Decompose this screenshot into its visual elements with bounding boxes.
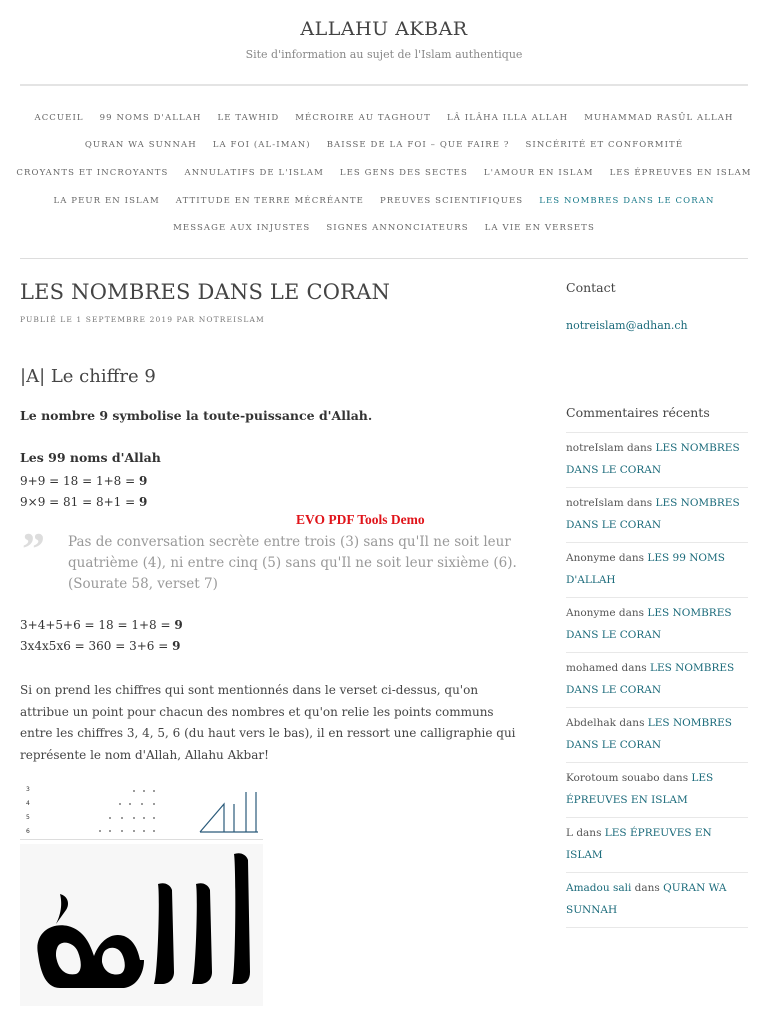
nav-item[interactable]: BAISSE DE LA FOI – QUE FAIRE ? — [326, 140, 510, 151]
comment-post-link[interactable]: LES ÉPREUVES EN ISLAM — [566, 827, 712, 861]
comment-author: L — [566, 827, 573, 839]
comment-item — [566, 763, 748, 818]
nav-divider — [20, 258, 748, 259]
comment-post-link[interactable]: LES NOMBRES DANS LE CORAN — [566, 662, 735, 696]
nav-item[interactable]: QURAN WA SUNNAH — [84, 140, 197, 151]
nav-row — [20, 132, 748, 160]
comment-post-link[interactable]: LES ÉPREUVES EN ISLAM — [566, 772, 714, 806]
header-divider — [20, 84, 748, 86]
comment-item — [566, 433, 748, 488]
equation-1: 9+9 = 18 = 1+8 = 9 — [20, 474, 148, 488]
dot-diagram — [20, 782, 263, 840]
nav-item[interactable]: LA VIE EN VERSETS — [484, 223, 595, 234]
nav-item[interactable]: ACCUEIL — [34, 112, 84, 123]
nav-item[interactable]: PREUVES SCIENTIFIQUES — [379, 195, 524, 206]
equation-2: 9×9 = 81 = 8+1 = 9 — [20, 495, 148, 509]
nav-item[interactable]: LES ÉPREUVES EN ISLAM — [609, 167, 752, 178]
nav-item[interactable]: SIGNES ANNONCIATEURS — [326, 223, 469, 234]
equation-3: 3+4+5+6 = 18 = 1+8 = 9 — [20, 618, 183, 632]
nav-item[interactable]: LA PEUR EN ISLAM — [53, 195, 160, 206]
explanation-paragraph: Si on prend les chiffres qui sont mentionnés dans le verset ci-dessus, qu'on attribue un point pour chacun des nombres et qu'on relie les points communs entre les chiffres 3, 4, 5, 6 (du haut vers le bas), il en ressort une calligraphie qui représente le nom d'Allah, Allahu Akbar! — [20, 683, 516, 762]
comment-author: notreIslam — [566, 442, 624, 454]
nav-item[interactable]: 99 NOMS D'ALLAH — [99, 112, 202, 123]
recent-comments-title: Commentaires récents — [566, 405, 710, 420]
row-number: 3 — [26, 786, 30, 793]
nav-item[interactable]: MUHAMMAD RASÛL ALLAH — [584, 112, 734, 123]
nav-item[interactable]: MÉCROIRE AU TAGHOUT — [295, 112, 431, 123]
site-description: Site d'information au sujet de l'Islam authentique — [245, 48, 523, 61]
comment-separator: dans — [615, 552, 648, 564]
comment-post-link[interactable]: LES NOMBRES DANS LE CORAN — [566, 607, 732, 641]
comment-separator: dans — [572, 827, 605, 839]
nav-item[interactable]: L'AMOUR EN ISLAM — [483, 167, 594, 178]
contact-email-link[interactable]: notreislam@adhan.ch — [566, 319, 688, 332]
comment-separator: dans — [631, 882, 664, 894]
recent-comments-list — [566, 432, 748, 928]
equation-4: 3x4x5x6 = 360 = 3+6 = 9 — [20, 639, 181, 653]
lead-text: Le nombre 9 symbolise la toute-puissance d'Allah. — [20, 408, 373, 423]
comment-post-link[interactable]: LES 99 NOMS D'ALLAH — [566, 552, 725, 586]
comment-item — [566, 818, 748, 873]
comment-author: Anonyme — [566, 552, 616, 564]
comment-separator: dans — [618, 662, 651, 674]
contact-widget-title: Contact — [566, 280, 616, 295]
comment-author[interactable]: Amadou sali — [566, 882, 632, 894]
comment-post-link[interactable]: QURAN WA SUNNAH — [566, 882, 727, 916]
comment-author: Abdelhak — [566, 717, 616, 729]
comment-item — [566, 708, 748, 763]
row-number: 4 — [26, 800, 30, 807]
comment-separator: dans — [615, 607, 648, 619]
comment-item — [566, 543, 748, 598]
comment-author: Korotoum souabo — [566, 772, 660, 784]
nav-row — [20, 187, 748, 215]
comment-post-link[interactable]: LES NOMBRES DANS LE CORAN — [566, 717, 732, 751]
comment-separator: dans — [623, 442, 656, 454]
comment-author: Anonyme — [566, 607, 616, 619]
site-title[interactable]: ALLAHU AKBAR — [300, 18, 468, 40]
row-number: 6 — [26, 828, 30, 835]
section-title: |A| Le chiffre 9 — [20, 366, 156, 387]
nav-row — [20, 104, 748, 132]
nav-item[interactable]: LES GENS DES SECTES — [339, 167, 468, 178]
dots-and-lines — [20, 782, 263, 840]
comment-author: notreIslam — [566, 497, 624, 509]
nav-item[interactable]: ANNULATIFS DE L'ISLAM — [184, 167, 324, 178]
comment-separator: dans — [615, 717, 648, 729]
comment-item — [566, 873, 748, 928]
calligraphy-glyph — [20, 844, 263, 1006]
nav-item[interactable]: LA FOI (AL-IMAN) — [212, 140, 311, 151]
nav-item[interactable]: CROYANTS ET INCROYANTS — [16, 167, 169, 178]
comment-separator: dans — [623, 497, 656, 509]
comment-item — [566, 488, 748, 543]
pdf-watermark: EVO PDF Tools Demo — [296, 512, 425, 527]
subheading: Les 99 noms d'Allah — [20, 450, 161, 465]
post-content — [20, 280, 525, 835]
comment-separator: dans — [659, 772, 692, 784]
nav-item[interactable]: LES NOMBRES DANS LE CORAN — [539, 195, 715, 206]
comment-item — [566, 653, 748, 708]
comment-item — [566, 598, 748, 653]
main-navigation — [16, 104, 752, 242]
post-title: LES NOMBRES DANS LE CORAN — [20, 280, 391, 304]
nav-row — [16, 159, 752, 187]
comment-post-link[interactable]: LES NOMBRES DANS LE CORAN — [566, 497, 740, 531]
post-meta: PUBLIÉ LE 1 SEPTEMBRE 2019 PAR NOTREISLAM — [20, 315, 265, 324]
nav-item[interactable]: MESSAGE AUX INJUSTES — [173, 223, 311, 234]
nav-item[interactable]: SINCÉRITÉ ET CONFORMITÉ — [525, 140, 684, 151]
sidebar — [566, 280, 748, 916]
nav-item[interactable]: ATTITUDE EN TERRE MÉCRÉANTE — [175, 195, 364, 206]
allah-calligraphy — [20, 844, 263, 1006]
verse-quote: Pas de conversation secrète entre trois (3) sans qu'Il ne soit leur quatrième (4), ni entre cinq (5) sans qu'Il ne soit leur sixième (6). (Sourate 58, verset 7) — [68, 534, 517, 592]
quote-icon: ” — [22, 523, 45, 574]
calligraphy-figure — [20, 782, 263, 1006]
comment-post-link[interactable]: LES NOMBRES DANS LE CORAN — [566, 442, 740, 476]
nav-item[interactable]: LE TAWHID — [217, 112, 280, 123]
nav-row — [20, 214, 748, 242]
comment-author: mohamed — [566, 662, 619, 674]
nav-item[interactable]: LÂ ILÂHA ILLA ALLAH — [446, 112, 569, 123]
row-number: 5 — [26, 814, 30, 821]
